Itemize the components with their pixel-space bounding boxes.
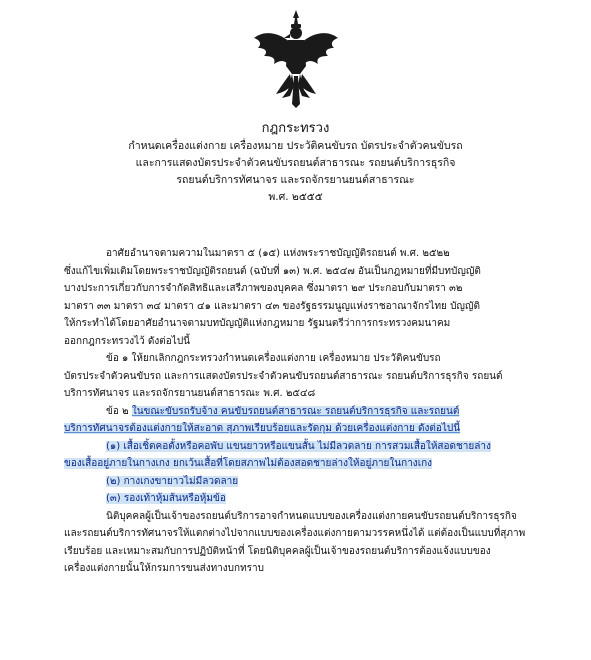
clause-2-line-2 [64, 420, 546, 438]
item-3-highlight: (๓) รองเท้าหุ้มส้นหรือหุ้มข้อ [106, 493, 226, 504]
decree-title-block [0, 120, 591, 206]
clause-2-label: ข้อ ๒ [106, 405, 129, 417]
preamble-line-4: มาตรา ๓๓ มาตรา ๓๔ มาตรา ๔๑ และมาตรา ๔๓ ของรัฐธรรมนูญแห่งราชอาณาจักรไทย บัญญัติ [64, 300, 480, 312]
clause-2-highlight-1: ในขณะขับรถรับจ้าง คนขับรถยนต์สาธารณะ รถยนต์บริการธุรกิจ และรถยนต์ [131, 405, 460, 417]
item-2-line [64, 473, 546, 491]
clause-1-line-1: ข้อ ๑ ให้ยกเลิกกฎกระทรวงกำหนดเครื่องแต่งกาย เครื่องหมาย ประวัติคนขับรถ [106, 353, 441, 364]
item-1-line-2 [64, 455, 546, 473]
clause-1-line-3: บริการทัศนาจร และรถจักรยานยนต์สาธารณะ พ.ศ. ๒๕๔๘ [64, 388, 316, 399]
closing-paragraph [64, 508, 546, 578]
closing-line-3: เรียบร้อย และเหมาะสมกับการปฏิบัติหน้าที่ โดยนิติบุคคลผู้เป็นเจ้าของรถยนต์บริการต้องแจ้งแบบของ [64, 545, 491, 557]
subtitle-line-2: และการแสดงบัตรประจำตัวคนขับรถยนต์สาธารณะ รถยนต์บริการธุรกิจ [135, 157, 456, 169]
closing-line-1: นิติบุคคลผู้เป็นเจ้าของรถยนต์บริการอาจกำหนดแบบของเครื่องแต่งกายคนขับรถยนต์บริการธุรกิจ [106, 510, 517, 522]
closing-line-4: เครื่องแต่งกายนั้นให้กรมการขนส่งทางบกทราบ [64, 563, 264, 574]
preamble-paragraph [64, 245, 546, 350]
clause-2-paragraph [64, 403, 546, 508]
closing-line-2: และรถยนต์บริการทัศนาจรให้แตกต่างไปจากแบบของเครื่องแต่งกายตามวรรคหนึ่งได้ แต่ต้องเป็นแบบที่สุภาพ [64, 528, 526, 539]
item-1-continuation-highlight: ของเสื้ออยู่ภายในกางเกง ยกเว้นเสื้อที่โดยสภาพไม่ต้องสอดชายล่างให้อยู่ภายในกางเกง [64, 458, 433, 469]
decree-year: พ.ศ. ๒๕๕๕ [268, 191, 323, 203]
preamble-line-5: ให้กระทำได้โดยอาศัยอำนาจตามบทบัญญัติแห่งกฎหมาย รัฐมนตรีว่าการกระทรวงคมนาคม [64, 318, 451, 329]
item-1-highlight: (๑) เสื้อเชิ้ตคอตั้งหรือคอพับ แขนยาวหรือแขนสั้น ไม่มีลวดลาย การสวมเสื้อให้สอดชายล่าง [106, 440, 491, 452]
clause-2-highlight-2: บริการทัศนาจรต้องแต่งกายให้สะอาด สุภาพเรียบร้อยและรัดกุม ด้วยเครื่องแต่งกาย ดังต่อไปนี้ [64, 423, 461, 434]
item-3-line [64, 490, 546, 508]
clause-1-paragraph [64, 350, 546, 403]
item-1-line-1 [64, 438, 546, 456]
garuda-emblem-icon [250, 8, 342, 108]
preamble-line-1: อาศัยอำนาจตามความในมาตรา ๕ (๑๕) แห่งพระราชบัญญัติรถยนต์ พ.ศ. ๒๕๒๒ [106, 248, 450, 259]
document-body [64, 245, 546, 578]
item-2-highlight: (๒) กางเกงขายาวไม่มีลวดลาย [106, 475, 239, 487]
preamble-line-6: ออกกฎกระทรวงไว้ ดังต่อไปนี้ [64, 335, 191, 347]
subtitle-line-3: รถยนต์บริการทัศนาจร และรถจักรยานยนต์สาธารณะ [176, 174, 415, 186]
clause-2-line-1 [64, 403, 546, 421]
preamble-line-3: บางประการเกี่ยวกับการจำกัดสิทธิและเสรีภาพของบุคคล ซึ่งมาตรา ๒๙ ประกอบกับมาตรา ๓๒ [64, 283, 463, 294]
preamble-line-2: ซึ่งแก้ไขเพิ่มเติมโดยพระราชบัญญัติรถยนต์ (ฉบับที่ ๑๓) พ.ศ. ๒๕๔๗ อันเป็นกฎหมายที่มีบทบัญญัติ [64, 265, 481, 277]
document-heading: กฎกระทรวง [261, 121, 330, 136]
subtitle-line-1: กำหนดเครื่องแต่งกาย เครื่องหมาย ประวัติคนขับรถ บัตรประจำตัวคนขับรถ [128, 140, 463, 152]
clause-1-line-2: บัตรประจำตัวคนขับรถ และการแสดงบัตรประจำตัวคนขับรถยนต์สาธารณะ รถยนต์บริการธุรกิจ รถยนต์ [64, 370, 503, 382]
